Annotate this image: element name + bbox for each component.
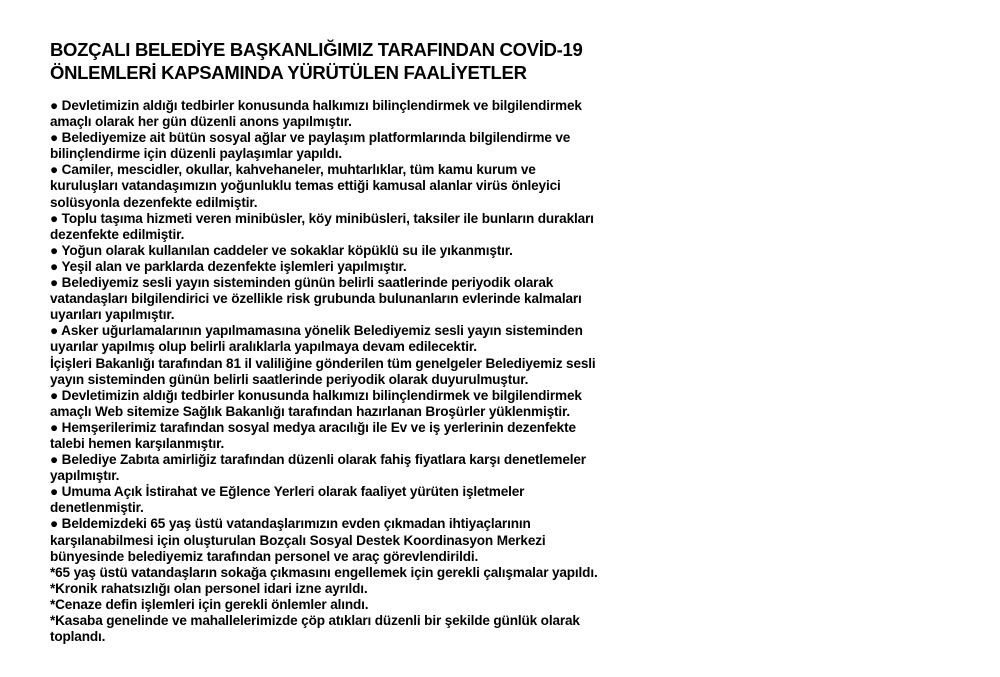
title-line-2: ÖNLEMLERİ KAPSAMINDA YÜRÜTÜLEN FAALİYETLER [50, 62, 527, 83]
body-line: bilinçlendirme için düzenli paylaşımlar yapıldı. [50, 146, 342, 162]
body-line: solüsyonla dezenfekte edilmiştir. [50, 194, 258, 210]
body-line: ● Yoğun olarak kullanılan caddeler ve sokaklar köpüklü su ile yıkanmıştır. [50, 242, 513, 258]
body-line: *Kasaba genelinde ve mahallelerimizde çöp atıkları düzenli bir şekilde günlük olarak [50, 613, 580, 628]
body-line: talebi hemen karşılanmıştır. [50, 435, 225, 451]
body-line: ● Belediyemiz sesli yayın sisteminden günün belirli saatlerinde periyodik olarak [50, 275, 554, 291]
body-line: karşılanabilmesi için oluşturulan Bozçalı Sosyal Destek Koordinasyon Merkezi [50, 532, 546, 548]
body-line: *65 yaş üstü vatandaşların sokağa çıkmasını engellemek için gerekli çalışmalar yapıldı. [50, 564, 598, 580]
body-line: *Kronik rahatsızlığı olan personel idari izne ayrıldı. [50, 580, 368, 596]
body-line: ● Belediyemize ait bütün sosyal ağlar ve paylaşım platformlarında bilgilendirme ve [50, 130, 571, 146]
body-line: kuruluşları vatandaşımızın yoğunluklu temas ettiği kamusal alanlar virüs önleyici [50, 178, 561, 194]
body-line: ● Beldemizdeki 65 yaş üstü vatandaşlarımızın evden çıkmadan ihtiyaçlarının [50, 516, 531, 532]
body-line: vatandaşları bilgilendirici ve özellikle risk grubunda bulunanların evlerinde kalmaları [50, 291, 582, 307]
body-line: ● Belediye Zabıta amirliğiz tarafından düzenli olarak fahiş fiyatlara karşı denetlemeler [50, 452, 586, 468]
document-title [50, 38, 970, 84]
body-line: amaçlı Web sitemize Sağlık Bakanlığı tarafından hazırlanan Broşürler yüklenmiştir. [50, 403, 571, 419]
body-line: ● Toplu taşıma hizmeti veren minibüsler, köy minibüsleri, taksiler ile bunların durakları [50, 210, 594, 226]
title-line-1: BOZÇALI BELEDİYE BAŞKANLIĞIMIZ TARAFINDAN COVİD-19 [50, 39, 583, 60]
body-line: ● Yeşil alan ve parklarda dezenfekte işlemleri yapılmıştır. [50, 258, 407, 274]
body-line: yayın sisteminden günün belirli saatlerinde periyodik olarak duyurulmuştur. [50, 371, 529, 387]
body-line: ● Umuma Açık İstirahat ve Eğlence Yerleri olarak faaliyet yürüten işletmeler [50, 484, 525, 500]
body-line: dezenfekte edilmiştir. [50, 226, 185, 242]
body-line: *Cenaze defin işlemleri için gerekli önlemler alındı. [50, 596, 369, 612]
body-line: uyarılar yapılmış olup belirli aralıklarla yapılmaya devam edilecektir. [50, 339, 477, 355]
body-line: ● Devletimizin aldığı tedbirler konusunda halkımızı bilinçlendirmek ve bilgilendirmek [50, 387, 582, 403]
body-line: ● Hemşerilerimiz tarafından sosyal medya aracılığı ile Ev ve iş yerlerinin dezenfekte [50, 419, 576, 435]
body-line: ● Devletimizin aldığı tedbirler konusunda halkımızı bilinçlendirmek ve bilgilendirmek [50, 98, 582, 113]
body-line: yapılmıştır. [50, 468, 120, 484]
body-line: uyarıları yapılmıştır. [50, 307, 175, 323]
document [50, 38, 970, 645]
body-line: İçişleri Bakanlığı tarafından 81 il valiliğine gönderilen tüm genelgeler Belediyemiz sesli [50, 355, 596, 371]
body-line: denetlenmiştir. [50, 500, 144, 516]
body-line: amaçlı olarak her gün düzenli anons yapılmıştır. [50, 114, 352, 130]
body-line: ● Asker uğurlamalarının yapılmamasına yönelik Belediyemiz sesli yayın sisteminden [50, 323, 583, 339]
body-line: bünyesinde belediyemiz tarafından personel ve araç görevlendirildi. [50, 548, 479, 564]
body-line: toplandı. [50, 629, 106, 645]
body-line: ● Camiler, mescidler, okullar, kahvehaneler, muhtarlıklar, tüm kamu kurum ve [50, 162, 536, 178]
document-body [50, 98, 970, 645]
